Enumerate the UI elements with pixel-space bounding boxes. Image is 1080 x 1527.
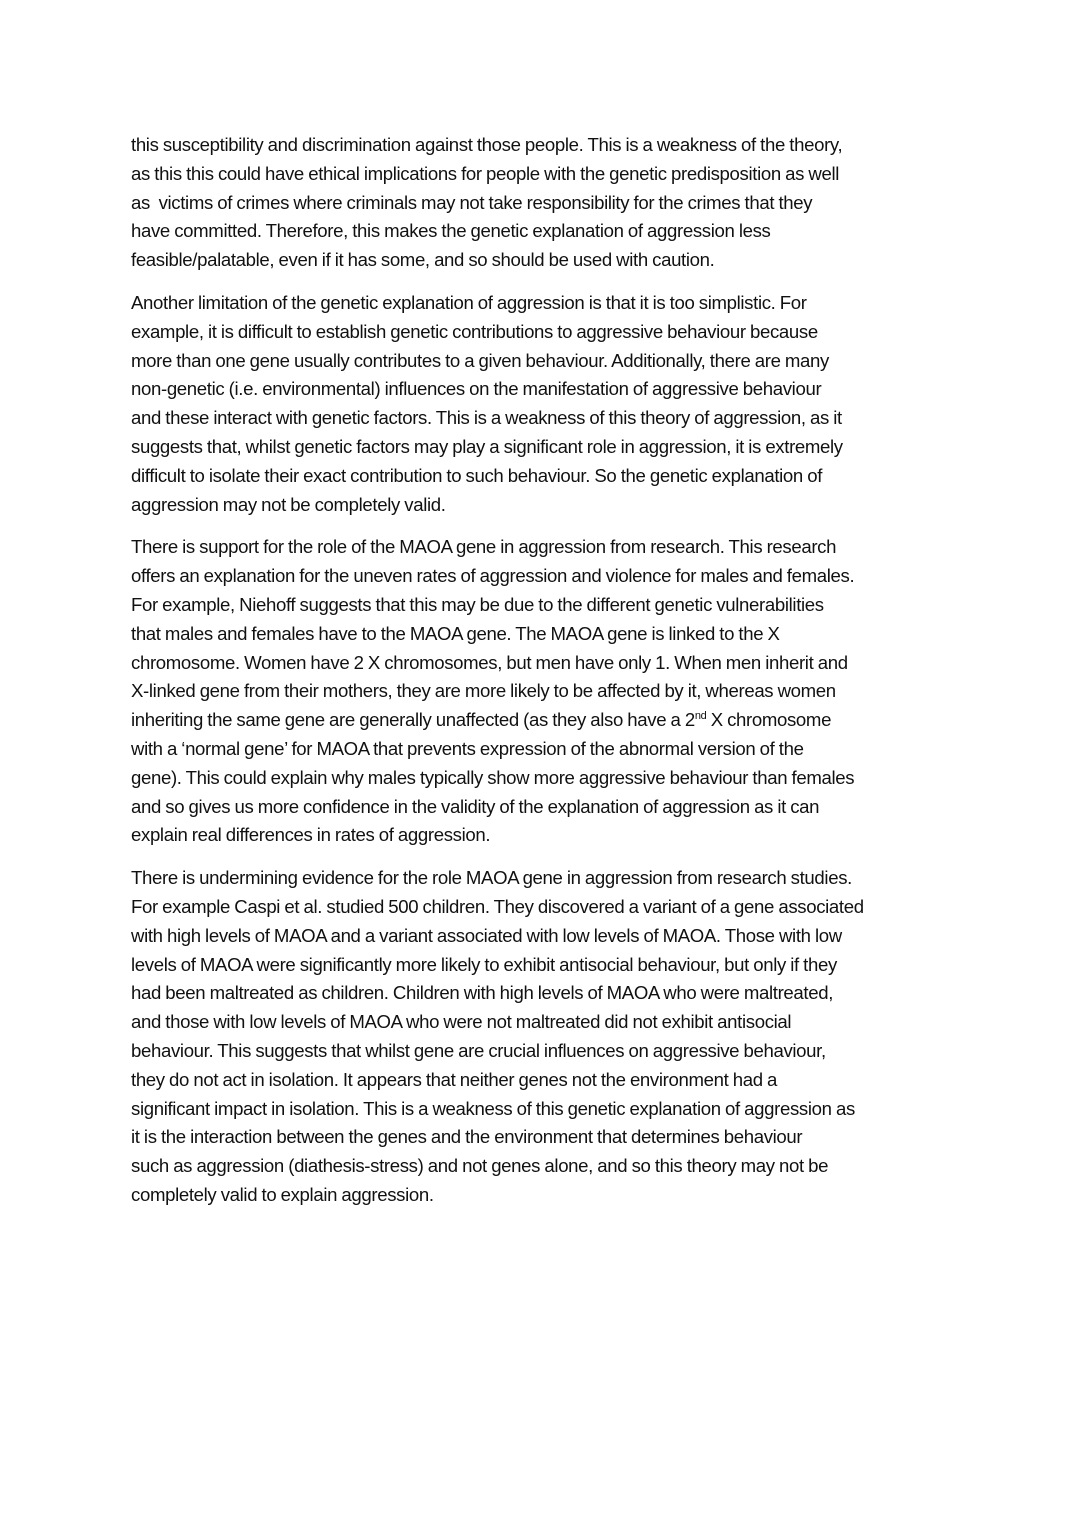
text-line: gene). This could explain why males typically show more aggressive behaviour than females (131, 766, 855, 788)
text-line: this susceptibility and discrimination against those people. This is a weakness of the theory, (131, 134, 843, 155)
text-line: with a ‘normal gene’ for MAOA that prevents expression of the abnormal version of the (131, 737, 804, 759)
text-line: For example, Niehoff suggests that this may be due to the different genetic vulnerabilities (131, 593, 824, 615)
text-line: and so gives us more confidence in the validity of the explanation of aggression as it can (131, 795, 820, 817)
text-line: such as aggression (diathesis-stress) and not genes alone, and so this theory may not be (131, 1155, 829, 1177)
paragraph-ethical-implications (131, 131, 961, 275)
text-line: explain real differences in rates of aggression. (131, 824, 491, 846)
text-line-with-superscript (131, 706, 961, 735)
text-line: had been maltreated as children. Children with high levels of MAOA who were maltreated, (131, 982, 834, 1004)
text-line: aggression may not be completely valid. (131, 493, 446, 515)
text-line: completely valid to explain aggression. (131, 1183, 434, 1205)
text-line: suggests that, whilst genetic factors may play a significant role in aggression, it is extremely (131, 435, 843, 457)
text-segment: inheriting the same gene are generally unaffected (as they also have a 2 (131, 709, 695, 731)
text-line: it is the interaction between the genes and the environment that determines behaviour (131, 1126, 803, 1148)
text-line: difficult to isolate their exact contribution to such behaviour. So the genetic explanation of (131, 464, 823, 486)
text-line: For example Caspi et al. studied 500 children. They discovered a variant of a gene associated (131, 895, 864, 917)
text-line: with high levels of MAOA and a variant associated with low levels of MAOA. Those with low (131, 924, 842, 946)
ordinal-superscript: nd (694, 710, 707, 723)
text-line: There is support for the role of the MAOA gene in aggression from research. This research (131, 536, 837, 558)
text-line: they do not act in isolation. It appears that neither genes not the environment had a (131, 1068, 778, 1090)
paragraph-maoa-support (131, 533, 961, 850)
text-line: chromosome. Women have 2 X chromosomes, but men have only 1. When men inherit and (131, 651, 848, 673)
text-line: Another limitation of the genetic explanation of aggression is that it is too simplistic. For (131, 291, 807, 313)
document-page (131, 131, 961, 1224)
text-line: example, it is difficult to establish genetic contributions to aggressive behaviour because (131, 320, 818, 342)
text-line: levels of MAOA were significantly more likely to exhibit antisocial behaviour, but only if they (131, 953, 837, 975)
paragraph-caspi-evidence (131, 864, 961, 1210)
text-line: as this this could have ethical implications for people with the genetic predisposition as well (131, 162, 840, 184)
text-segment: X chromosome (706, 709, 832, 731)
paragraph-too-simplistic (131, 289, 961, 519)
text-line: as victims of crimes where criminals may not take responsibility for the crimes that they (131, 191, 813, 213)
text-line: behaviour. This suggests that whilst gene are crucial influences on aggressive behaviour, (131, 1039, 826, 1061)
text-line: There is undermining evidence for the role MAOA gene in aggression from research studies. (131, 867, 852, 889)
text-line: significant impact in isolation. This is a weakness of this genetic explanation of aggression as (131, 1097, 855, 1119)
text-line: that males and females have to the MAOA gene. The MAOA gene is linked to the X (131, 622, 780, 644)
text-line: more than one gene usually contributes to a given behaviour. Additionally, there are many (131, 349, 829, 371)
text-line: non-genetic (i.e. environmental) influences on the manifestation of aggressive behaviour (131, 378, 822, 400)
text-line: offers an explanation for the uneven rates of aggression and violence for males and females. (131, 565, 855, 587)
text-line: X-linked gene from their mothers, they are more likely to be affected by it, whereas women (131, 680, 836, 702)
text-line: have committed. Therefore, this makes the genetic explanation of aggression less (131, 220, 771, 242)
text-line: and those with low levels of MAOA who were not maltreated did not exhibit antisocial (131, 1011, 792, 1033)
text-line: feasible/palatable, even if it has some, and so should be used with caution. (131, 249, 715, 271)
text-line: and these interact with genetic factors. This is a weakness of this theory of aggression, as it (131, 407, 842, 429)
